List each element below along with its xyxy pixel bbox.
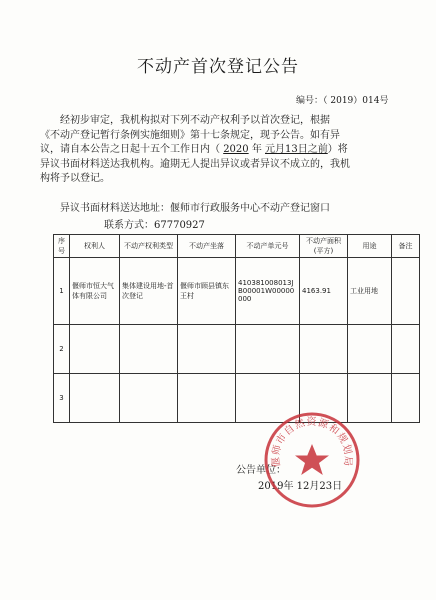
cell-area (300, 325, 348, 374)
cell-area: 4163.91 (300, 258, 348, 325)
table-row (54, 325, 420, 374)
contact-label: 联系方式： (104, 220, 154, 231)
header-usage: 用途 (348, 235, 392, 258)
cell-area (300, 374, 348, 423)
document-number: 编号：（ 2019）014号 (296, 96, 389, 106)
contact-info (104, 216, 205, 231)
cell-index: 2 (54, 325, 70, 374)
cell-usage (348, 325, 392, 374)
body-line-3-text: 议，请自本公告之日起十五个工作日内（ (40, 144, 220, 156)
seal-star-icon (295, 444, 329, 475)
cell-location: 偃师市顾县镇东王村 (178, 258, 236, 325)
header-index: 序号 (54, 235, 70, 258)
cell-usage (348, 374, 392, 423)
address-value: 偃师市行政服务中心不动产登记窗口 (170, 203, 330, 214)
body-line-2: 《不动产登记暂行条例实施细则》第十七条规定，现予公告。如有异 (40, 129, 340, 141)
cell-unit-number (236, 374, 300, 423)
seal-text: 偃师市自然资源和规划局 (270, 416, 354, 468)
body-line-4: 异议书面材料送达我机构。逾期无人提出异议或者异议不成立的，我机 (40, 158, 350, 170)
cell-owner (70, 325, 120, 374)
address-label: 异议书面材料送达地址： (60, 203, 170, 214)
table-header-row (54, 235, 420, 258)
body-line-5: 构将予以登记。 (40, 173, 110, 185)
header-area: 不动产面积(平方) (300, 235, 348, 258)
objection-address (60, 202, 330, 216)
header-location: 不动产坐落 (178, 235, 236, 258)
header-remarks: 备注 (392, 235, 420, 258)
deadline-year: 2020 (223, 144, 249, 156)
header-unit-number: 不动产单元号 (236, 235, 300, 258)
cell-unit-number: 410381008013JB00001W00000000 (236, 258, 300, 325)
cell-right-type (120, 374, 178, 423)
cell-right-type: 集体建设用地-首次登记 (120, 258, 178, 325)
cell-remarks (392, 258, 420, 325)
contact-value: 67770927 (154, 220, 205, 231)
official-seal-icon (262, 410, 362, 510)
header-right-type: 不动产权利类型 (120, 235, 178, 258)
table-row (54, 258, 420, 325)
cell-index: 3 (54, 374, 70, 423)
issue-date: 2019年 12月23日 (258, 481, 343, 492)
cell-owner (70, 374, 120, 423)
deadline-month-day: 元月13日之前 (265, 144, 328, 156)
page-title: 不动产首次登记公告 (137, 57, 299, 77)
cell-location (178, 325, 236, 374)
deadline-after: ）将 (327, 144, 348, 156)
cell-unit-number (236, 325, 300, 374)
cell-remarks (392, 325, 420, 374)
cell-owner: 偃师市恒大气体有限公司 (70, 258, 120, 325)
body-line-1: 经初步审定，我机构拟对下列不动产权利予以首次登记，根据 (60, 115, 330, 126)
body-line-3 (40, 143, 400, 158)
announcement-body (40, 114, 400, 187)
seal-ring (266, 414, 358, 506)
cell-remarks (392, 374, 420, 423)
table-row (54, 374, 420, 423)
cell-right-type (120, 325, 178, 374)
cell-location (178, 374, 236, 423)
cell-usage: 工业用地 (348, 258, 392, 325)
cell-index: 1 (54, 258, 70, 325)
deadline-year-suffix: 年 (251, 144, 262, 156)
registration-table (53, 234, 420, 423)
issuing-unit-label: 公告单位： (236, 465, 286, 476)
header-owner: 权利人 (70, 235, 120, 258)
